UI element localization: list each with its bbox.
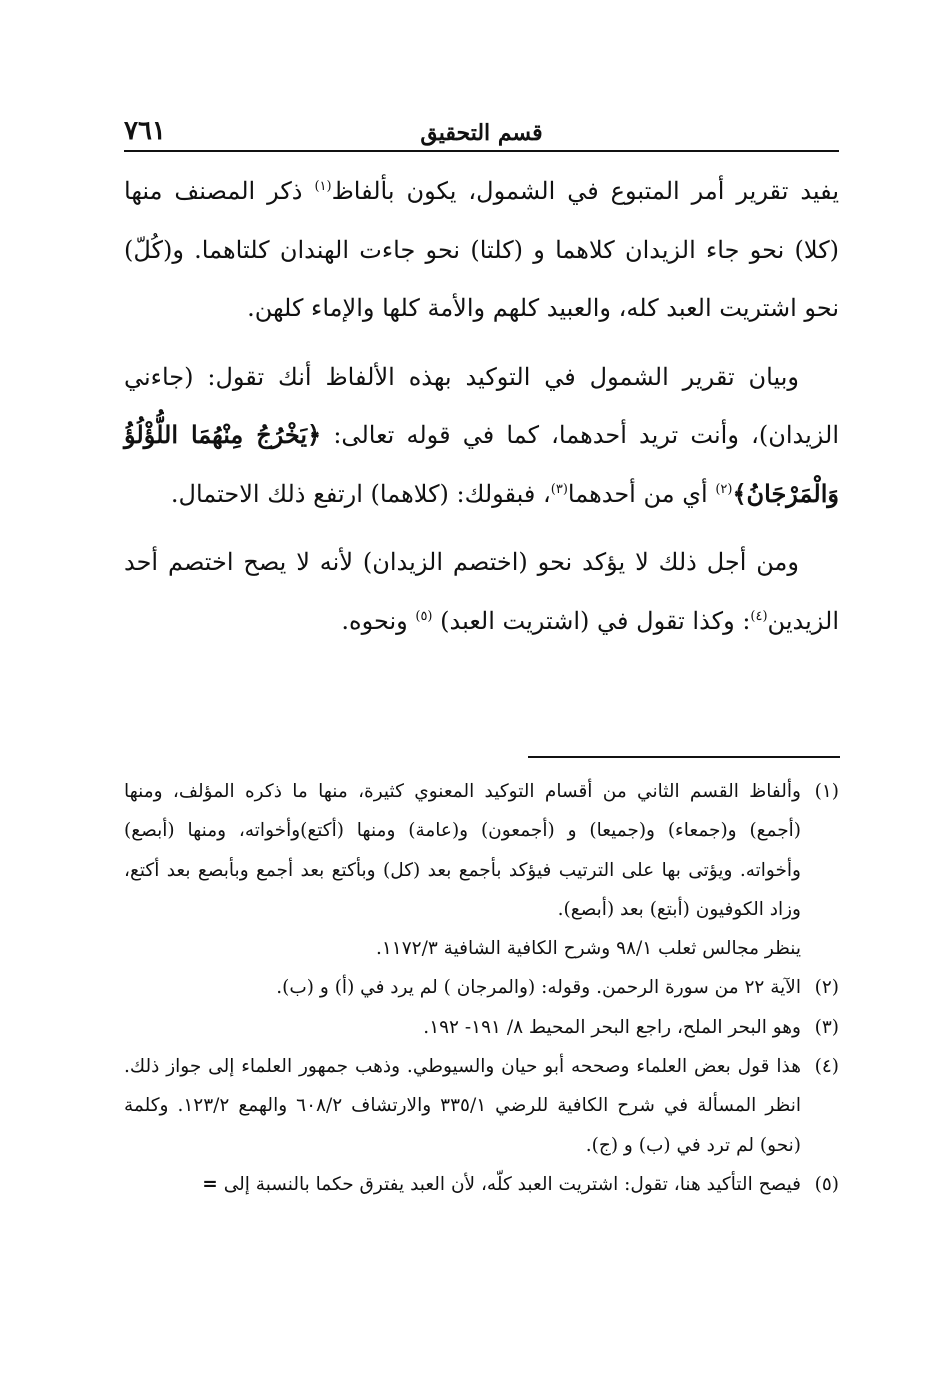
main-text — [124, 162, 839, 650]
footnote-text: وهو البحر الملح، راجع البحر المحيط ٨/ ١٩١- ١٩٢. — [423, 1016, 801, 1038]
footnote-ref-2: (٢) — [715, 481, 733, 497]
footnote-ref-1: (١) — [314, 179, 332, 194]
paragraph-3: ومن أجل ذلك لا يؤكد نحو (اختصم الزيدان) لأنه لا يصح اختصم أحد الزيدين$^{(٤)}$: وكذا تقول في (اشتريت العبد) $^{(٥)}$ ونحوه. — [124, 548, 839, 635]
footnote-ref-4: (٤) — [750, 608, 768, 624]
footnote-1 — [124, 772, 839, 929]
paragraph-1: يفيد تقرير أمر المتبوع في الشمول، يكون بألفاظ$^{(١)}$ ذكر المصنف منها (كلا) نحو جاء الزيدان كلاهما و (كلتا) نحو جاءت الهندان كلتاهما. و(كُلّ) نحو اشتريت العبد كله، والعبيد كلهم والأمة كلها والإماء كلهن. — [124, 177, 839, 322]
footnote-5 — [124, 1165, 839, 1204]
footnote-number: (٥) — [814, 1173, 839, 1195]
footnote-text: الآية ٢٢ من سورة الرحمن. وقوله: (والمرجان ) لم يرد في (أ) و (ب). — [276, 977, 801, 999]
footnote-text: وألفاظ القسم الثاني من أقسام التوكيد المعنوي كثيرة، منها ما ذكره المؤلف، ومنها (أجمع) و(جمعاء) و(جميعا) و (أجمعون) و(عامة) ومنها (أكتع)وأخواته، ومنها (أبصع) وأخواته. ويؤتى بها على الترتيب فيؤكد بأجمع بعد (كل) وبأكتع بعد أجمع وبأبصع بعد أكتع، وزاد الكوفيون (أبتع) بعد (أبصع). — [124, 781, 801, 920]
footnote-number: (٣) — [814, 1016, 839, 1038]
continuation-mark: = — [202, 1173, 218, 1195]
footnote-2 — [124, 968, 839, 1007]
footnote-number: (٢) — [814, 977, 839, 999]
footnotes — [124, 772, 839, 1204]
page-number: ٧٦١ — [124, 116, 166, 146]
quran-verse: ﴿يَخْرُجُ مِنْهُمَا اللُّؤْلُؤُ وَالْمَرْجَانُ﴾ — [124, 420, 839, 508]
footnote-divider — [528, 756, 840, 758]
footnote-1-source: ينظر مجالس ثعلب ٩٨/١ وشرح الكافية الشافية ١١٧٢/٣. — [375, 938, 801, 960]
page-header — [124, 108, 839, 152]
footnote-4 — [124, 1047, 839, 1165]
footnote-ref-3: (٣) — [550, 481, 568, 497]
footnote-ref-5: (٥) — [415, 608, 433, 624]
footnote-number: (١) — [814, 781, 839, 802]
running-title: قسم التحقيق — [420, 120, 543, 146]
paragraph-2: وبيان تقرير الشمول في التوكيد بهذه الألفاظ أنك تقول: (جاءني الزيدان)، وأنت تريد أحدهما، كما في قوله تعالى: ﴿يَخْرُجُ مِنْهُمَا اللُّؤْلُؤُ وَالْمَرْجَانُ﴾$^{(٢)}$ أي من أحدهما$^{(٣)}$، فبقولك: (كلاهما) ارتفع ذلك الاحتمال. — [124, 362, 840, 508]
footnote-text: فيصح التأكيد هنا، تقول: اشتريت العبد كلّه، لأن العبد يفترق حكما بالنسبة إلى = — [202, 1173, 801, 1195]
footnote-text: هذا قول بعض العلماء وصححه أبو حيان والسيوطي. وذهب جمهور العلماء إلى جواز ذلك. انظر المسألة في شرح الكافية للرضي ٣٣٥/١ والارتشاف ٦٠٨/٢ والهمع ١٢٣/٢. وكلمة (نحو) لم ترد في (ب) و (ج). — [124, 1056, 801, 1156]
footnote-number: (٤) — [814, 1056, 839, 1078]
footnote-3 — [124, 1008, 839, 1047]
